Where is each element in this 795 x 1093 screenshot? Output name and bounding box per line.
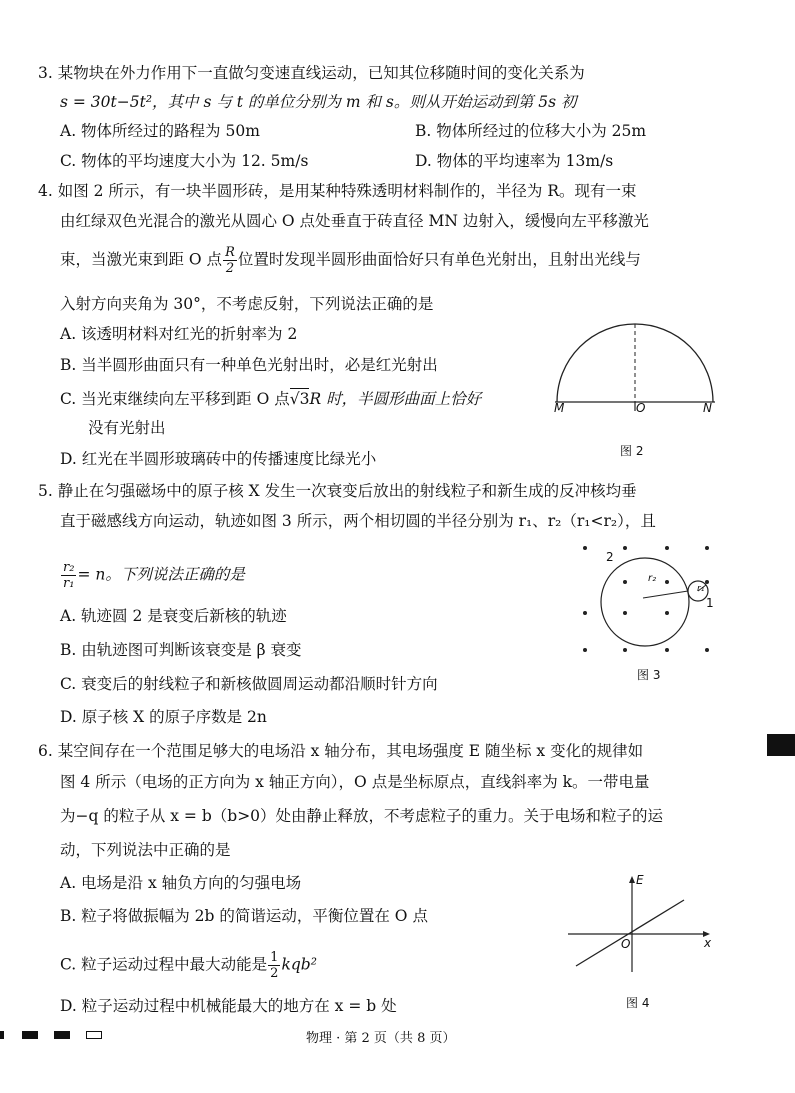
q4-option-d: D. 红光在半圆形玻璃砖中的传播速度比绿光小: [60, 450, 377, 468]
q4-option-c-end: R 时，半圆形曲面上恰好: [309, 390, 482, 408]
q3-stem-line1: 3. 某物块在外力作用下一直做匀变速直线运动，已知其位移随时间的变化关系为: [38, 64, 585, 82]
q6-stem-line3: 为−q 的粒子从 x = b（b>0）处由静止释放，不考虑粒子的重力。关于电场和粒子的运: [60, 807, 664, 825]
q3-option-c: C. 物体的平均速度大小为 12. 5m/s: [60, 152, 309, 170]
fig4-label-o: O: [621, 937, 631, 951]
fig2-label-m: M: [554, 401, 565, 415]
q4-stem-line1: 4. 如图 2 所示，有一块半圆形砖，是用某种特殊透明材料制作的，半径为 R。现有一束: [38, 182, 637, 200]
q4-stem-line3-end: 位置时发现半圆形曲面恰好只有单色光射出，且射出光线与: [237, 250, 641, 269]
side-tab-marker: [767, 734, 795, 756]
q4-option-a: A. 该透明材料对红光的折射率为 2: [60, 325, 298, 343]
q4-option-c: [60, 389, 481, 409]
q4-option-c-sqrt3: √3: [289, 390, 310, 408]
q4-fraction-denominator: 2: [225, 261, 235, 276]
q6-option-c-denominator: 2: [270, 966, 279, 981]
q5-stem-line3: [60, 560, 245, 591]
q4-fraction-r-over-2: [223, 245, 237, 276]
page-footer: 物理 · 第 2 页（共 8 页）: [306, 1031, 456, 1046]
fig4-caption: 图 4: [626, 996, 650, 1010]
field-dots: [583, 546, 709, 652]
q4-stem-line4: 入射方向夹角为 30°，不考虑反射，下列说法正确的是: [60, 295, 434, 313]
fig4-label-e: E: [636, 873, 644, 887]
q4-stem-line2: 由红绿双色光混合的激光从圆心 O 点处垂直于砖直径 MN 边射入，缓慢向左平移激光: [60, 212, 649, 230]
fig3-label-1: 1: [706, 596, 714, 610]
figure-4-e-x-graph: [566, 874, 716, 974]
q5-option-a: A. 轨迹圆 2 是衰变后新核的轨迹: [60, 607, 287, 625]
q6-stem-line2: 图 4 所示（电场的正方向为 x 轴正方向），O 点是坐标原点，直线斜率为 k。一带电量: [60, 773, 650, 791]
q6-option-c-start: C. 粒子运动过程中最大动能是: [60, 955, 268, 974]
q6-option-b: B. 粒子将做振幅为 2b 的简谐运动，平衡位置在 O 点: [60, 907, 428, 925]
q5-fraction-r2-over-r1: [61, 560, 76, 591]
fig2-label-n: N: [703, 401, 712, 415]
q3-option-a: A. 物体所经过的路程为 50m: [60, 122, 260, 140]
fig2-label-o: O: [636, 401, 646, 415]
q6-option-c-numerator: 1: [270, 950, 279, 965]
q4-fraction-numerator: R: [225, 245, 235, 260]
q3-stem-line2: s = 30t−5t²，其中 s 与 t 的单位分别为 m 和 s。则从开始运动到第 5s 初: [60, 93, 577, 111]
q5-fraction-numerator: r₂: [63, 560, 75, 575]
e-axis-arrow: [629, 876, 635, 883]
footer-mark-2: [22, 1031, 38, 1039]
q6-option-c-fraction: [268, 950, 280, 981]
q4-option-c-line2: 没有光射出: [88, 419, 166, 437]
q4-stem-line3-start: 束，当激光束到距 O 点: [60, 250, 223, 269]
track-circle-2: [601, 558, 689, 646]
figure-3-tangent-circles: [575, 540, 720, 660]
q5-stem-line3-text: = n。下列说法正确的是: [77, 565, 245, 584]
q5-stem-line1: 5. 静止在匀强磁场中的原子核 X 发生一次衰变后放出的射线粒子和新生成的反冲核均垂: [38, 482, 637, 500]
footer-mark-4: [86, 1031, 102, 1039]
radius-r2: [643, 591, 688, 598]
q6-option-a: A. 电场是沿 x 轴负方向的匀强电场: [60, 874, 302, 892]
q5-option-b: B. 由轨迹图可判断该衰变是 β 衰变: [60, 641, 302, 659]
q6-option-d: D. 粒子运动过程中机械能最大的地方在 x = b 处: [60, 997, 397, 1015]
fig3-label-2: 2: [606, 550, 614, 564]
q4-stem-line3: [60, 245, 641, 276]
q6-stem-line4: 动，下列说法中正确的是: [60, 841, 231, 859]
fig3-label-r2: r₂: [648, 573, 657, 584]
q6-option-c: [60, 950, 317, 981]
q3-option-d: D. 物体的平均速率为 13m/s: [415, 152, 614, 170]
q5-option-c: C. 衰变后的射线粒子和新核做圆周运动都沿顺时针方向: [60, 675, 438, 693]
q4-option-b: B. 当半圆形曲面只有一种单色光射出时，必是红光射出: [60, 356, 438, 374]
q6-stem-line1: 6. 某空间存在一个范围足够大的电场沿 x 轴分布，其电场强度 E 随坐标 x 变化的规律如: [38, 742, 644, 760]
fig2-caption: 图 2: [620, 444, 644, 458]
footer-mark-1: [0, 1031, 4, 1039]
q4-option-c-start: C. 当光束继续向左平移到距 O 点: [60, 390, 290, 408]
q5-fraction-denominator: r₁: [63, 576, 75, 591]
q6-option-c-end: kqb²: [281, 955, 317, 974]
fig3-caption: 图 3: [637, 668, 661, 682]
q5-option-d: D. 原子核 X 的原子序数是 2n: [60, 708, 267, 726]
footer-mark-3: [54, 1031, 70, 1039]
fig4-label-x: x: [704, 936, 712, 950]
q3-option-b: B. 物体所经过的位移大小为 25m: [415, 122, 647, 140]
fig3-label-r1: r₁: [697, 584, 705, 594]
field-line-slope-k: [576, 900, 684, 966]
q5-stem-line2: 直于磁感线方向运动，轨迹如图 3 所示，两个相切圆的半径分别为 r₁、r₂（r₁<r₂），且: [60, 512, 656, 530]
